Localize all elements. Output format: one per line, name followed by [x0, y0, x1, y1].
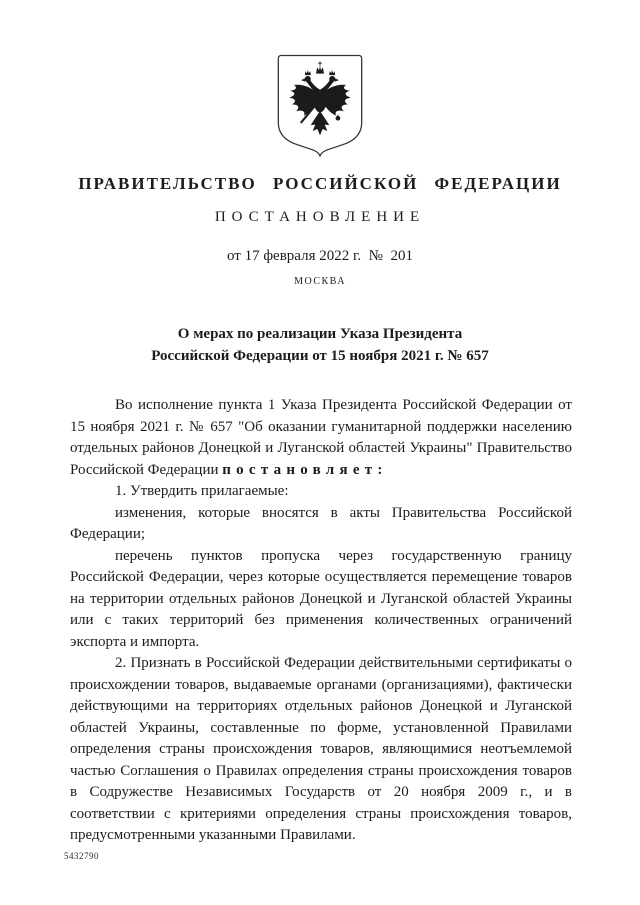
document-type-heading: ПОСТАНОВЛЕНИЕ [214, 209, 426, 225]
body-paragraph-3: изменения, которые вносятся в акты Правительства Российской Федерации; [70, 504, 572, 542]
body-paragraph-5: 2. Признать в Российской Федерации действительными сертификаты о происхождении товаров, выдаваемые органами (организациями), фактически действующими на территориях отдельных районов Донецкой и Луганской областей Украины, составленные по форме, установленной Правилами определения страны происхождения товаров, являющимися неотъемлемой частью Соглашения о Правилах определения страны происхождения товаров в Содружестве Независимых Государств от 20 ноября 2009 г., и в соответствии с критериями определения страны происхождения товаров, предусмотренными указанными Правилами. [70, 655, 572, 843]
date-and-number-line: от 17 февраля 2022 г. № 201 [226, 248, 413, 264]
document-title-line1: О мерах по реализации Указа Президента [177, 326, 463, 342]
document-title-line2: Российской Федерации от 15 ноября 2021 г. № 657 [151, 347, 489, 364]
document-title [0, 324, 640, 367]
body-paragraph-2: 1. Утвердить прилагаемые: [115, 483, 289, 499]
document-body [70, 395, 572, 847]
coat-of-arms-svg [271, 53, 369, 157]
issuing-organization-title: ПРАВИТЕЛЬСТВО РОССИЙСКОЙ ФЕДЕРАЦИИ [78, 174, 562, 193]
body-paragraph-1 [70, 395, 572, 481]
paragraph-1-text: Во исполнение пункта 1 Указа Президента Российской Федерации от 15 ноября 2021 г. № 657 "Об оказании гуманитарной поддержки населению отдельных районов Донецкой и Луганской областей Украины" Правительство Российской Федерации [70, 397, 572, 478]
city-label: МОСКВА [294, 276, 346, 287]
document-code: 5432790 [64, 851, 99, 861]
decree-word-emphasis: постановляет: [222, 461, 388, 478]
russian-coat-of-arms-icon [271, 53, 369, 157]
body-paragraph-4: перечень пунктов пропуска через государственную границу Российской Федерации, через которые осуществляется перемещение товаров на территории отдельных районов Донецкой и Луганской областей Украины или с таких территорий без применения количественных ограничений экспорта и импорта. [70, 547, 572, 650]
